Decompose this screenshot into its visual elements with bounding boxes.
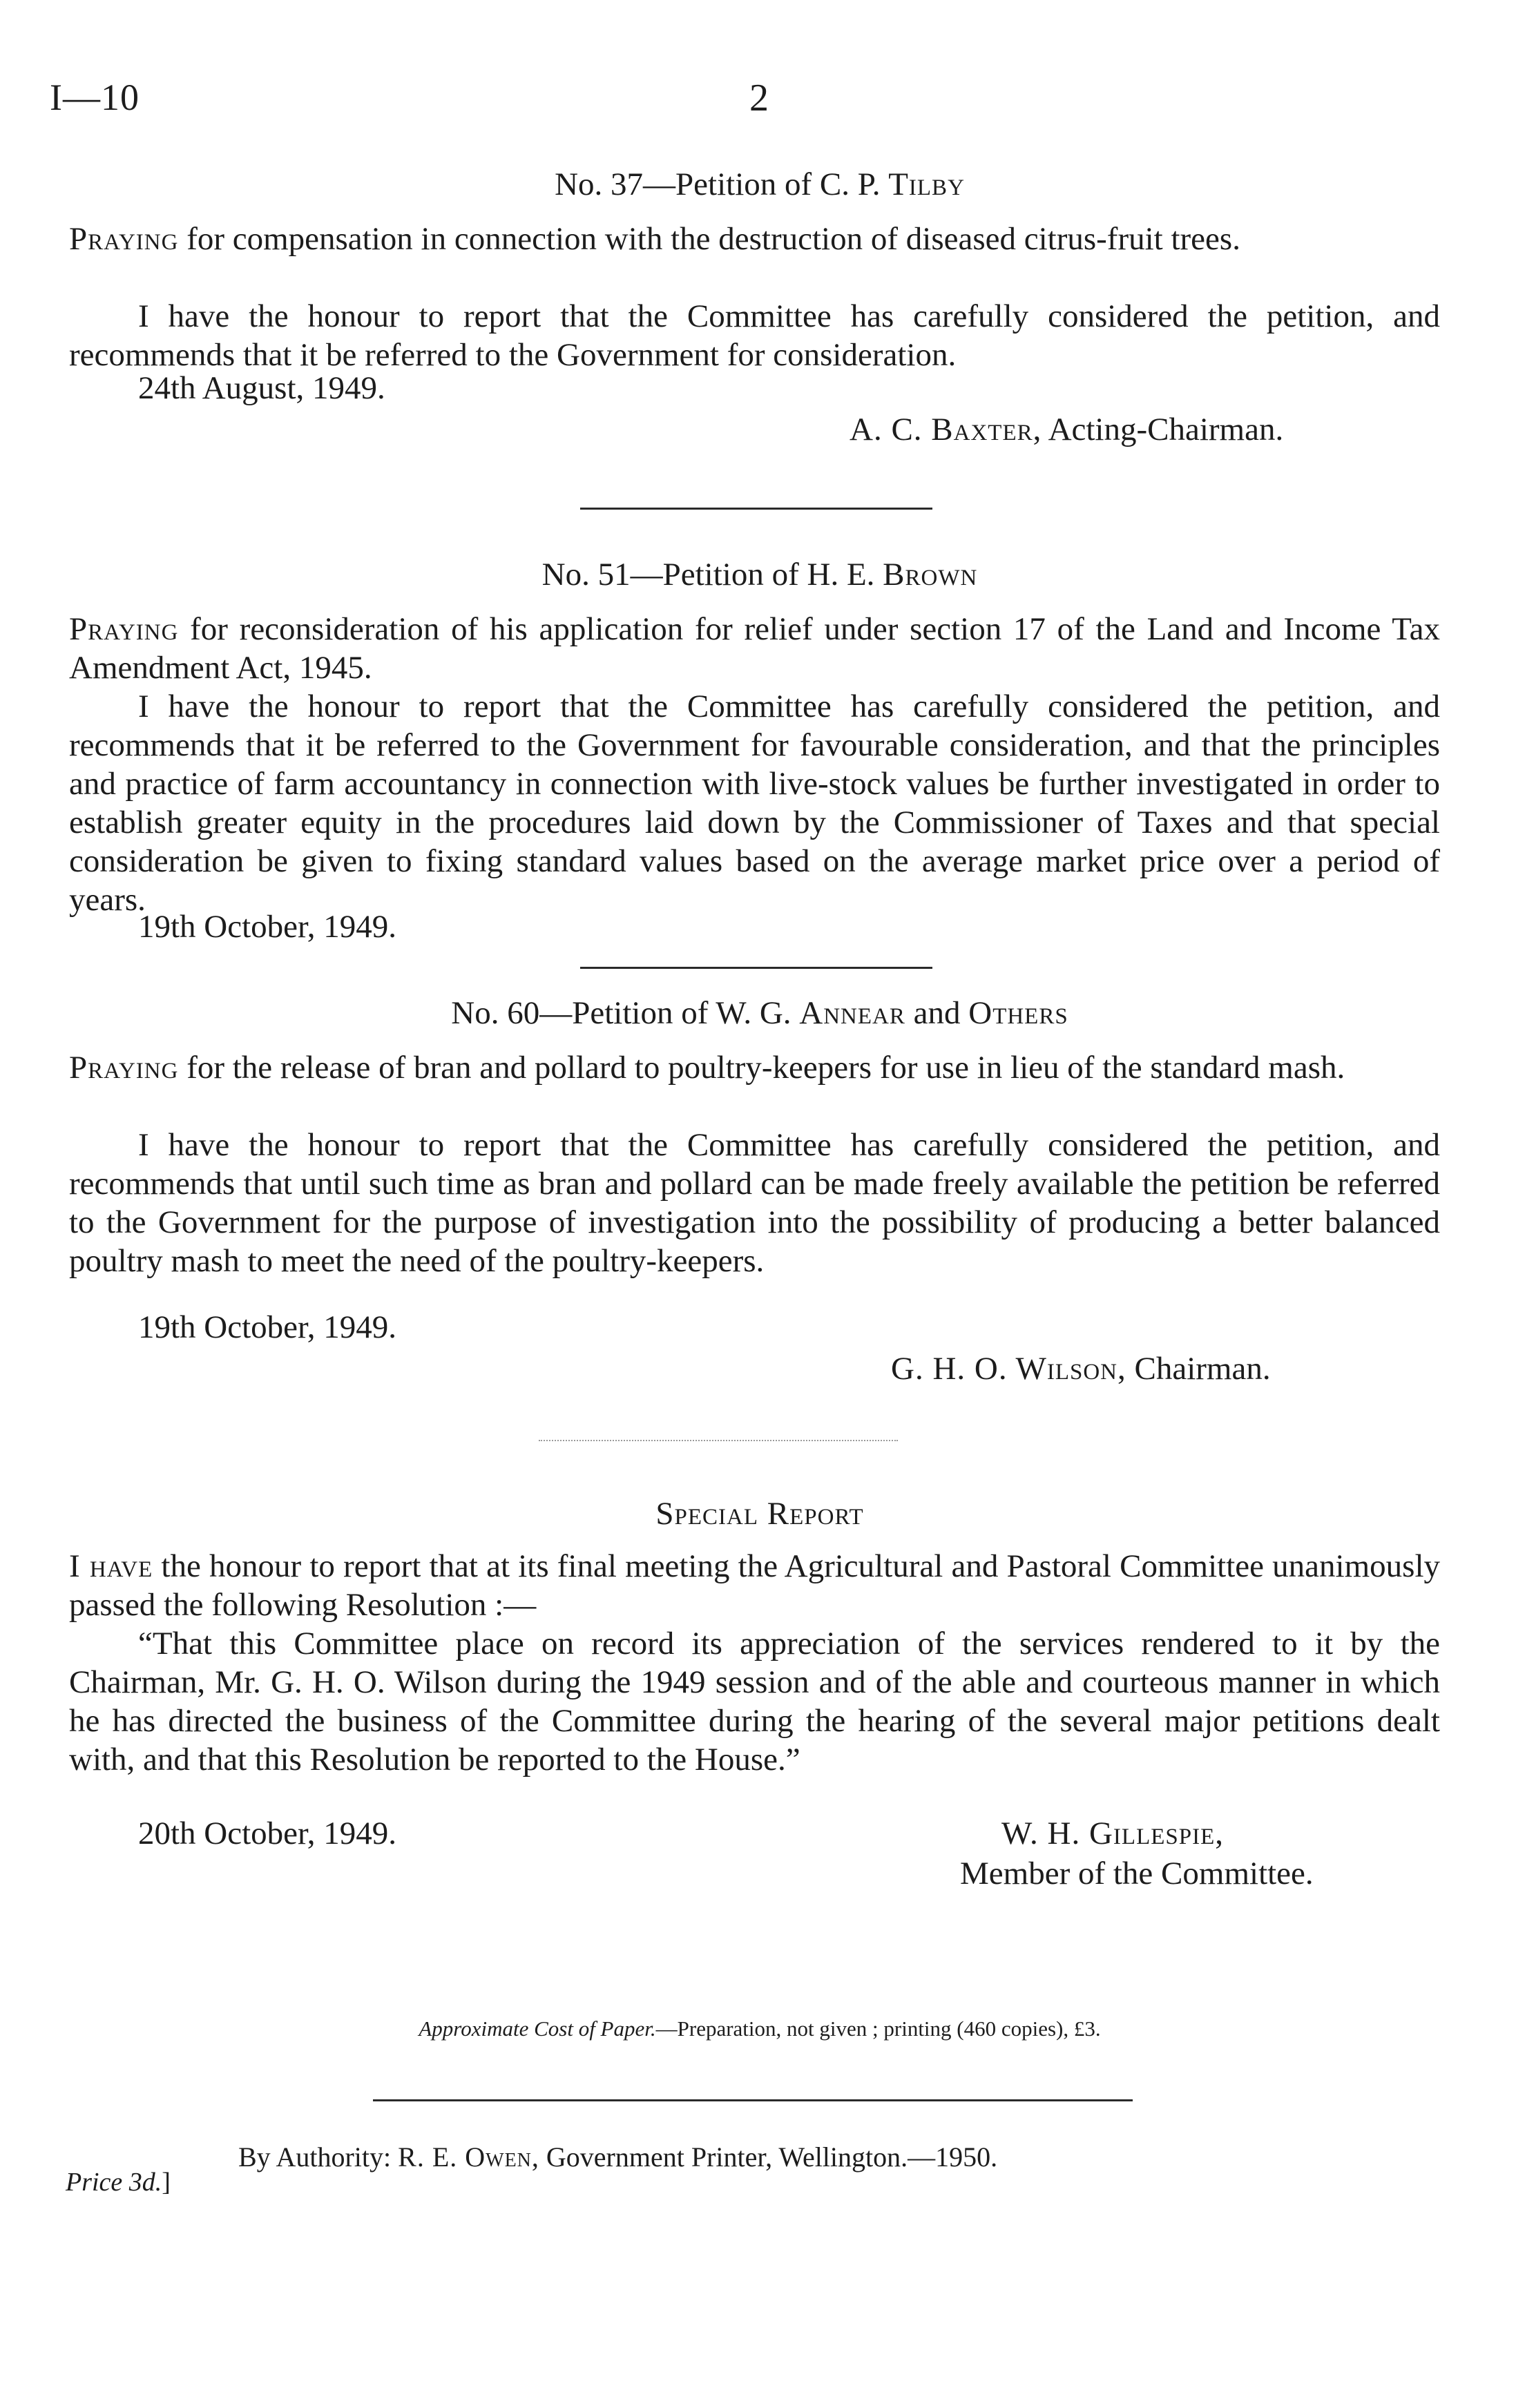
petition-date: 19th October, 1949. (138, 909, 397, 945)
resolution-text: “That this Committee place on record its appreciation of the services rendered to it by the Chairman, Mr. G. H. O. Wilson during the 1949 session and of the able and courteous manner in which he has directed the business of the Committee during the hearing of the several major petitions dealt with, and that this Resolution be reported to the House.” (69, 1626, 1440, 1778)
footer-divider (373, 2099, 1133, 2101)
petition-date: 19th October, 1949. (138, 1309, 397, 1345)
price: Price 3d.] (66, 2168, 171, 2197)
petition-heading: No. 37—Petition of C. P. Tilby (555, 166, 965, 202)
signature: G. H. O. Wilson, Chairman. (891, 1351, 1271, 1387)
petition-heading: No. 60—Petition of W. G. Annear and Others (451, 995, 1068, 1031)
petition-praying: Praying for compensation in connection with the destruction of diseased citrus-fruit trees. (69, 221, 1240, 257)
petition-date: 24th August, 1949. (138, 370, 385, 406)
petition-heading: No. 51—Petition of H. E. Brown (541, 557, 978, 593)
petition-praying: Praying for reconsideration of his application for relief under section 17 of the Land and Income Tax Amendment Act, 1945. (69, 611, 1441, 686)
petition-report: I have the honour to report that the Committee has carefully considered the petition, and recommends that until such time as bran and pollard can be made freely available the petition be referred to the Government for the purpose of investigation into the possibility of producing a better balanced poultry mash to meet the need of the poultry-keepers. (69, 1127, 1440, 1279)
special-report-date: 20th October, 1949. (138, 1815, 397, 1851)
printer-authority: By Authority: R. E. Owen, Government Printer, Wellington.—1950. (238, 2141, 998, 2173)
signature-name: W. H. Gillespie, (1001, 1815, 1224, 1851)
section-divider (539, 1440, 898, 1441)
petition-praying: Praying for the release of bran and pollard to poultry-keepers for use in lieu of the standard mash. (69, 1050, 1345, 1086)
cost-of-paper: Approximate Cost of Paper.—Preparation, not given ; printing (460 copies), £3. (419, 2016, 1101, 2041)
petition-report: I have the honour to report that the Committee has carefully considered the petition, and recommends that it be referred to the Government for consideration. (69, 298, 1440, 373)
signature: A. C. Baxter, Acting-Chairman. (850, 412, 1284, 447)
special-report-heading: Special Report (655, 1496, 864, 1532)
special-report-intro: I have the honour to report that at its final meeting the Agricultural and Pastoral Committee unanimously passed the following Resolution :— (69, 1548, 1441, 1623)
section-divider (580, 967, 932, 969)
page-number: 2 (749, 77, 769, 119)
section-divider (580, 508, 932, 510)
paper-reference: I—10 (50, 77, 140, 118)
signature-title: Member of the Committee. (960, 1856, 1314, 1891)
petition-report: I have the honour to report that the Committee has carefully considered the petition, and recommends that it be referred to the Government for favourable consideration, and that the principles and practice of farm accountancy in connection with live-stock values be further investigated in order to establish greater equity in the procedures laid down by the Commissioner of Taxes and that special consideration be given to fixing standard values based on the average market price over a period of years. (69, 688, 1440, 918)
